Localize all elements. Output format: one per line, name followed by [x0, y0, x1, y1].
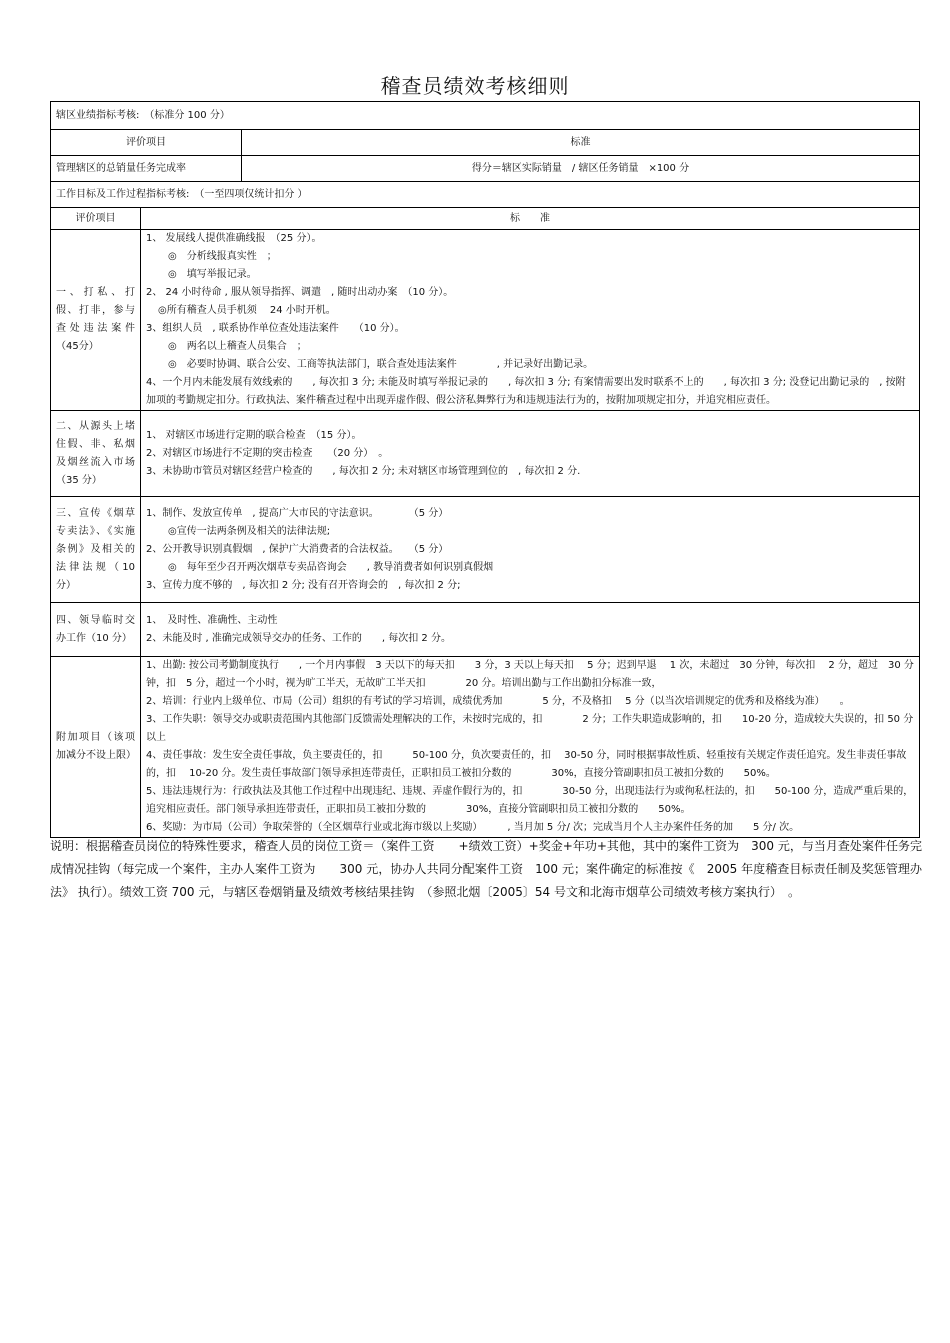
section2-header: 工作目标及工作过程指标考核: （一至四项仅统计扣分 ）	[51, 182, 920, 208]
table-row	[51, 657, 920, 838]
section1-row-item: 管理辖区的总销量任务完成率	[51, 156, 242, 182]
list-item: ◎ 每年至少召开两次烟草专卖品咨询会 , 教导消费者如何识别真假烟	[168, 561, 494, 573]
list-item: 1、 发展线人提供准确线报 （25 分）。	[146, 233, 322, 244]
footnote: 说明：根据稽查员岗位的特殊性要求，稽查人员的岗位工资＝（案件工资 +绩效工资）+奖金+年功+其他，其中的案件工资为 300 元，与当月查处案件任务完成情况挂钩（每完成一个案件，主办人案件工资为 300 元，协办人共同分配案件工资 100 元；案件确定的标准按《 2005 年度稽查目标责任制及奖惩管理办法》 执行）。绩效工资 700 元，与辖区卷烟销量及绩效考核结果挂钩 （参照北烟〔2005〕54 号文和北海市烟草公司绩效考核方案执行） 。	[50, 839, 922, 899]
list-item: ◎宣传一法两条例及相关的法律法规;	[168, 525, 331, 537]
list-item: 2、未能及时 , 准确完成领导交办的任务、工作的 , 每次扣 2 分。	[146, 632, 451, 644]
section2-column-row	[51, 208, 920, 230]
list-item: ◎ 分析线报真实性 ；	[168, 251, 277, 262]
standard-cell	[141, 657, 920, 838]
section1-header-row	[51, 102, 920, 130]
section1-data-row	[51, 156, 920, 182]
section1-row-formula: 得分＝辖区实际销量 / 辖区任务销量 ×100 分	[242, 156, 920, 182]
list-item: 2、培训：行业内上级单位、市局（公司）组织的有考试的学习培训，成绩优秀加 5 分，不及格扣 5 分（以当次培训规定的优秀和及格线为准） 。	[146, 696, 850, 707]
list-item: 1、 及时性、准确性、主动性	[146, 614, 278, 626]
standard-cell	[141, 497, 920, 603]
section1-column-row	[51, 130, 920, 156]
list-item: 6、奖励：为市局（公司）争取荣誉的（全区烟草行业或北海市级以上奖励） , 当月加 5 分/ 次；完成当月个人主办案件任务的加 5 分/ 次。	[146, 822, 800, 833]
category-cell: 二、从源头上堵住假、非、私烟及烟丝流入市场（35 分）	[51, 411, 141, 497]
list-item: 2、 24 小时待命 , 服从领导指挥、调遣 , 随时出动办案 （10 分）。	[146, 287, 454, 298]
list-item: 2、对辖区市场进行不定期的突击检查 （20 分） 。	[146, 447, 389, 459]
standard-cell	[141, 230, 920, 411]
category-cell: 一、打私、打假、打非，参与查处违法案件（45分）	[51, 230, 141, 411]
list-item: 3、组织人员 , 联系协作单位查处违法案件 （10 分）。	[146, 323, 405, 334]
standard-cell	[141, 411, 920, 497]
list-item: 5、违法违规行为：行政执法及其他工作过程中出现违纪、违规、弄虚作假行为的，扣 30-50 分，出现违法行为或徇私枉法的，扣 50-100 分，造成严重后果的，追究相应责任。部门领导承担连带责任，正职扣员工被扣分数的 30%，直接分管副职扣员工被扣分数的 50%。	[146, 786, 914, 815]
section1-header: 辖区业绩指标考核: （标准分 100 分）	[51, 102, 920, 130]
section2-header-row	[51, 182, 920, 208]
list-item: ◎所有稽查人员手机须 24 小时开机。	[158, 305, 336, 316]
list-item: 4、责任事故：发生安全责任事故，负主要责任的，扣 50-100 分，负次要责任的，扣 30-50 分，同时根据事故性质、轻重按有关规定作责任追究。发生非责任事故的，扣 10-20 分。发生责任事故部门领导承担连带责任，正职扣员工被扣分数的 30%，直接分管副职扣员工被扣分数的 50%。	[146, 750, 907, 779]
category-cell: 三、宣传《烟草专卖法》、《实施条例》及相关的法律法规（10 分）	[51, 497, 141, 603]
section2-col-standard: 标 准	[141, 208, 920, 230]
list-item: 3、未协助市管员对辖区经营户检查的 , 每次扣 2 分; 未对辖区市场管理到位的 , 每次扣 2 分.	[146, 465, 581, 477]
table-row	[51, 603, 920, 657]
section2-col-item: 评价项目	[51, 208, 141, 230]
list-item: 1、制作、发放宣传单 , 提高广大市民的守法意识。 （5 分）	[146, 507, 449, 519]
list-item: ◎ 两名以上稽查人员集合 ；	[168, 341, 307, 352]
assessment-table	[50, 101, 920, 838]
table-row	[51, 497, 920, 603]
list-item: 1、出勤: 按公司考勤制度执行 , 一个月内事假 3 天以下的每天扣 3 分，3 天以上每天扣 5 分；迟到早退 1 次，未超过 30 分钟，每次扣 2 分，超过 30 分钟，扣 5 分，超过一个小时，视为旷工半天，无故旷工半天扣 20 分。培训出勤与工作出勤扣分标准一致，	[146, 660, 914, 689]
category-cell: 附加项目（该项加减分不设上限）	[51, 657, 141, 838]
section1-col-standard: 标准	[242, 130, 920, 156]
page-title: 稽查员绩效考核细则	[380, 74, 570, 98]
standard-cell	[141, 603, 920, 657]
list-item: 3、宣传力度不够的 , 每次扣 2 分; 没有召开咨询会的 , 每次扣 2 分;	[146, 579, 461, 591]
category-cell: 四、领导临时交办工作（10 分）	[51, 603, 141, 657]
list-item: 3、工作失职：领导交办或职责范围内其他部门反馈需处理解决的工作，未按时完成的，扣 2 分；工作失职造成影响的，扣 10-20 分，造成较大失误的，扣 50 分以上	[146, 714, 914, 743]
list-item: 1、 对辖区市场进行定期的联合检查 （15 分）。	[146, 429, 362, 441]
table-row	[51, 411, 920, 497]
list-item: ◎ 填写举报记录。	[168, 269, 257, 280]
list-item: ◎ 必要时协调、联合公安、工商等执法部门，联合查处违法案件 , 并记录好出勤记录。	[168, 359, 594, 370]
list-item: 4、一个月内未能发展有效线索的 , 每次扣 3 分; 未能及时填写举报记录的 , 每次扣 3 分; 有案情需要出发时联系不上的 , 每次扣 3 分; 没登记出勤记录的 , 按附加项的考勤规定扣分。行政执法、案件稽查过程中出现弄虚作假、假公济私舞弊行为和违规违法行为的，按附加项规定扣分，并追究相应责任。	[146, 377, 906, 406]
list-item: 2、公开教导识别真假烟 , 保护广大消费者的合法权益。 （5 分）	[146, 543, 449, 555]
table-row	[51, 230, 920, 411]
section1-col-item: 评价项目	[51, 130, 242, 156]
